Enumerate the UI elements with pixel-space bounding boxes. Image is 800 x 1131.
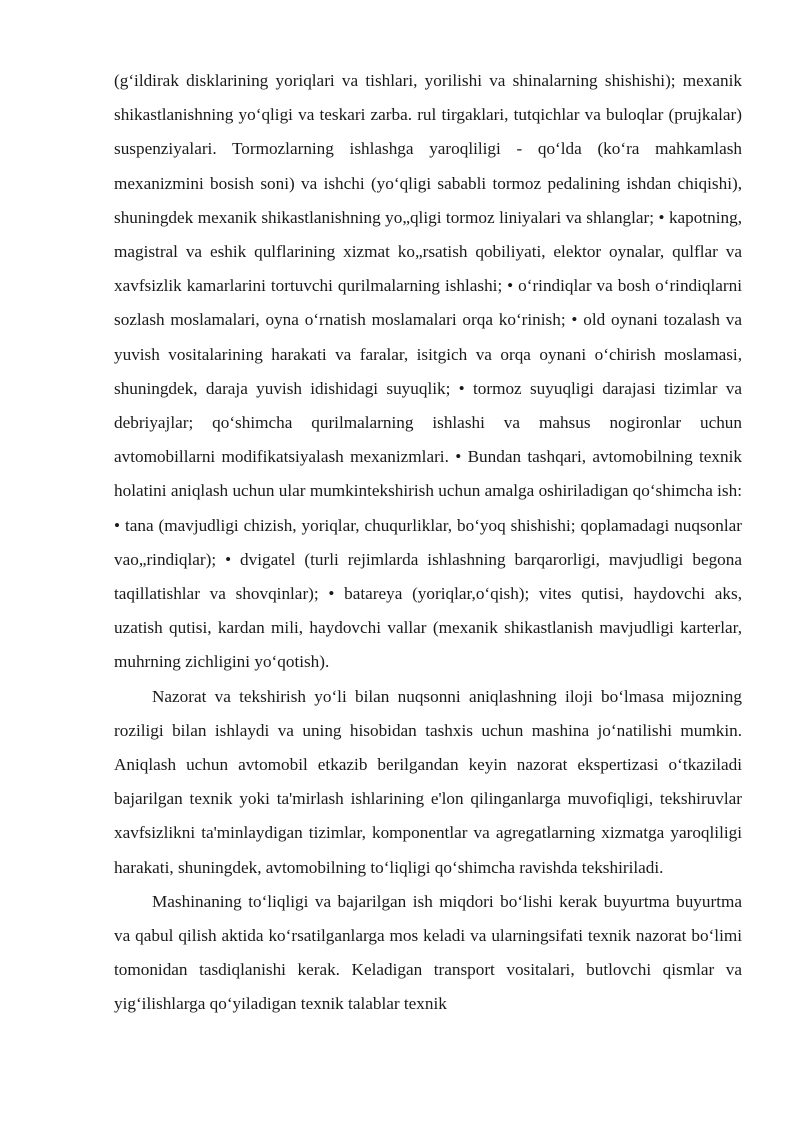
paragraph-completeness: Mashinaning to‘liqligi va bajarilgan ish miqdori bo‘lishi kerak buyurtma buyurtma va qabul qilish aktida ko‘rsatilganlarga mos keladi va ularningsifati texnik nazorat bo‘limi tomonidan tasdiqlanishi kerak. Keladigan transport vositalari, butlovchi qismlar va yig‘ilishlarga qo‘yiladigan texnik talablar texnik xyxy=(114,891,742,1014)
body-text xyxy=(114,64,742,1022)
paragraph-diagnosis: Nazorat va tekshirish yo‘li bilan nuqsonni aniqlashning iloji bo‘lmasa mijozning roziligi bilan ishlaydi va uning hisobidan tashxis uchun mashina jo‘natilishi mumkin. Aniqlash uchun avtomobil etkazib berilgandan keyin nazorat ekspertizasi o‘tkaziladi bajarilgan texnik yoki ta'mirlash ishlarining e'lon qilinganlarga muvofiqligi, tekshiruvlar xavfsizlikni ta'minlaydigan tizimlar, komponentlar va agregatlarning xizmatga yaroqliligi harakati, shuningdek, avtomobilning to‘liqligi qo‘shimcha ravishda tekshiriladi. xyxy=(114,686,742,877)
paragraph-inspection-items: (g‘ildirak disklarining yoriqlari va tishlari, yorilishi va shinalarning shishishi); mexanik shikastlanishning yo‘qligi va teskari zarba. rul tirgaklari, tutqichlar va buloqlar (prujkalar) suspenziyalari. Tormozlarning ishlashga yaroqliligi - qo‘lda (ko‘ra mahkamlash mexanizmini bosish soni) va ishchi (yo‘qligi sababli tormoz pedalining ishdan chiqishi), shuningdek mexanik shikastlanishning yo„qligi tormoz liniyalari va shlanglar; • kapotning, magistral va eshik qulflarining xizmat ko„rsatish qobiliyati, elektor oynalar, qulflar va xavfsizlik kamarlarini tortuvchi qurilmalarning ishlashi; • o‘rindiqlar va bosh o‘rindiqlarni sozlash moslamalari, oyna o‘rnatish moslamalari orqa ko‘rinish; • old oynani tozalash va yuvish vositalarining harakati va faralar, isitgich va orqa oynani o‘chirish moslamasi, shuningdek, daraja yuvish idishidagi suyuqlik; • tormoz suyuqligi darajasi tizimlar va debriyajlar; qo‘shimcha qurilmalarning ishlashi va mahsus nogironlar uchun avtomobillarni modifikatsiyalash mexanizmlari. • Bundan tashqari, avtomobilning texnik holatini aniqlash uchun ular mumkintekshirish uchun amalga oshiriladigan qo‘shimcha ish: • tana (mavjudligi chizish, yoriqlar, chuqurliklar, bo‘yoq shishishi; qoplamadagi nuqsonlar vao„rindiqlar); • dvigatel (turli rejimlarda ishlashning barqarorligi, mavjudligi begona taqillatishlar va shovqinlar); • batareya (yoriqlar,o‘qish); vites qutisi, haydovchi aks, uzatish qutisi, kardan mili, haydovchi vallar (mexanik shikastlanish mavjudligi karterlar, muhrning zichligini yo‘qotish). xyxy=(114,71,742,672)
